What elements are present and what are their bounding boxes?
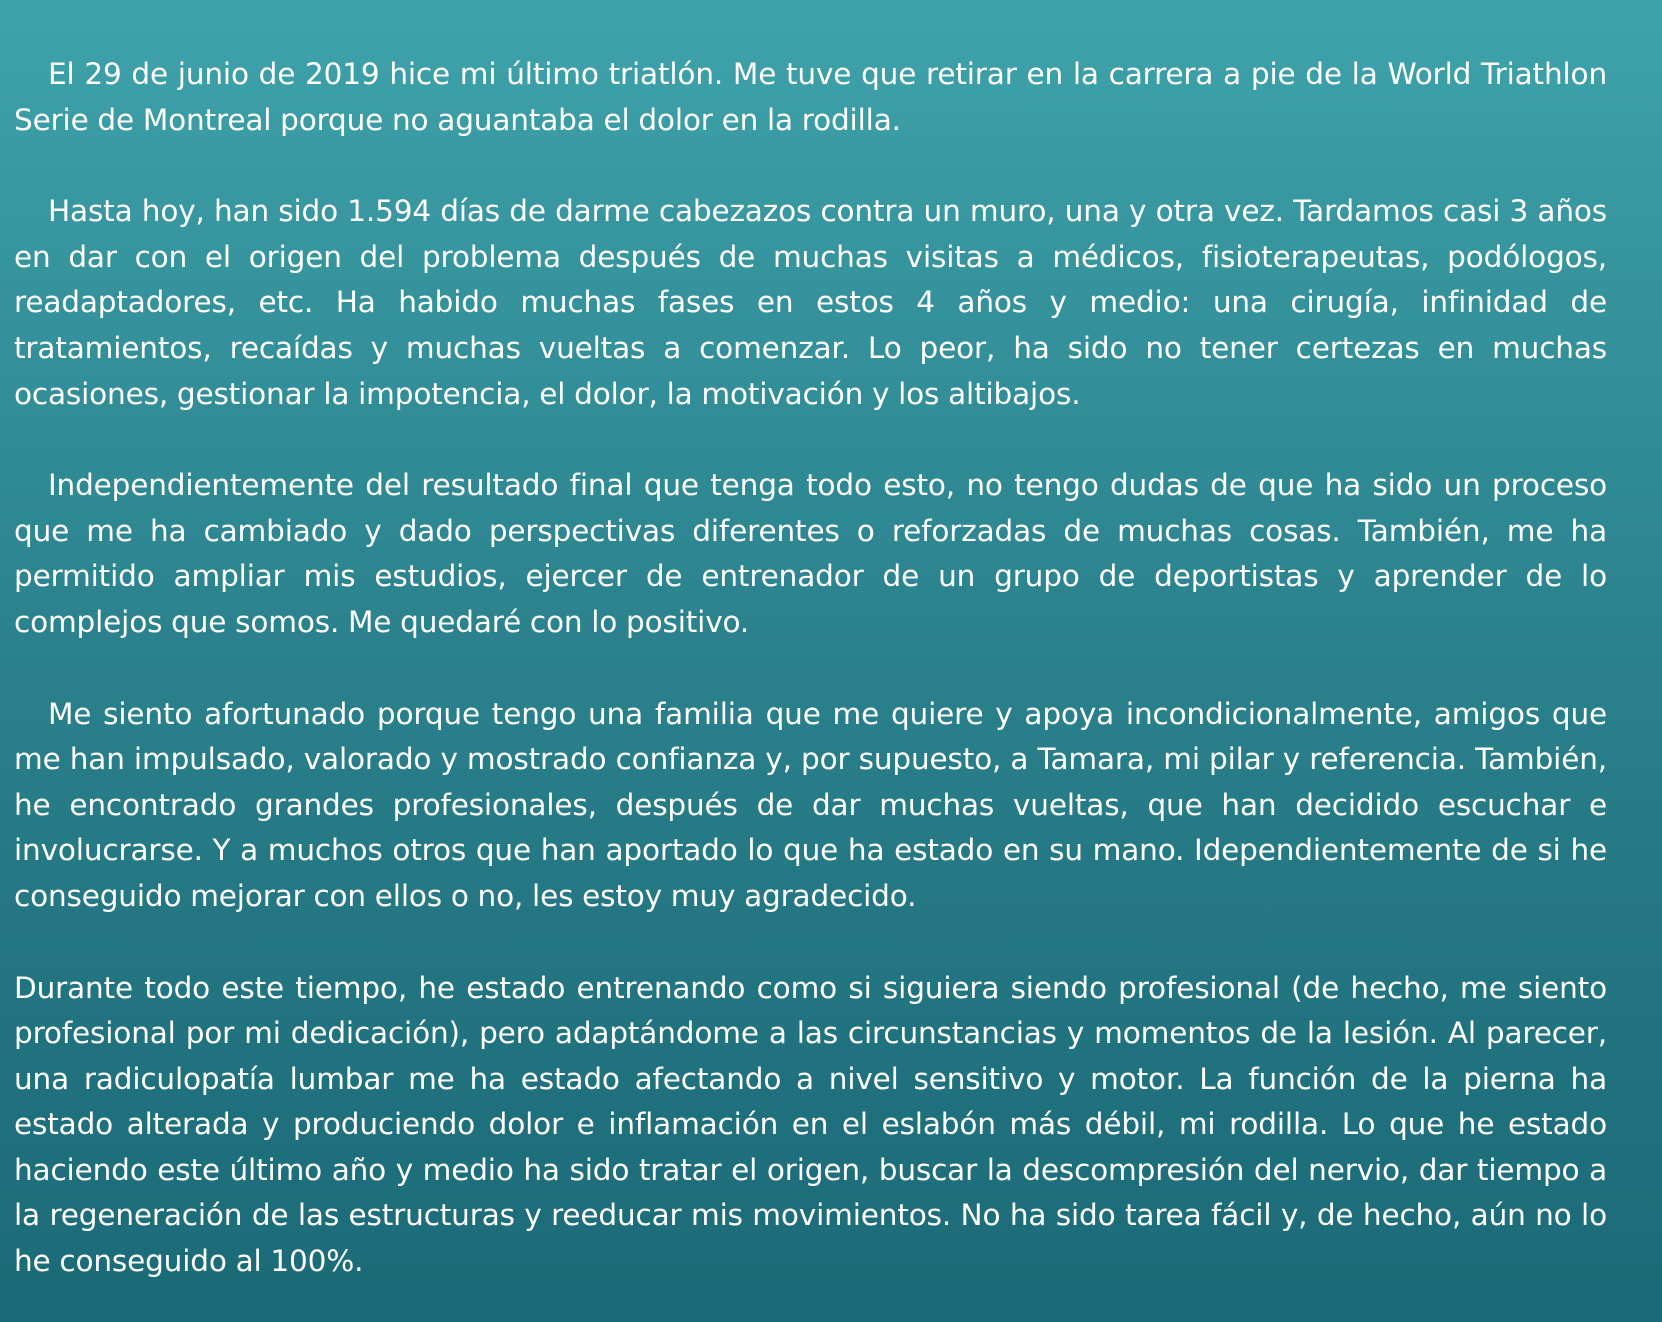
paragraph-last-triathlon: El 29 de junio de 2019 hice mi último triatlón. Me tuve que retirar en la carrera a pie de la World Triathlon Serie de Montreal porque no aguantaba el dolor en la rodilla. — [14, 57, 1607, 137]
paragraph-gratitude: Me siento afortunado porque tengo una familia que me quiere y apoya incondicionalmente, amigos que me han impulsado, valorado y mostrado confianza y, por supuesto, a Tamara, mi pilar y referencia. También, he encontrado grandes profesionales, después de dar muchas vueltas, que han decidido escuchar e involucrarse. Y a muchos otros que han aportado lo que ha estado en su mano. Idependientemente de si he conseguido mejorar con ellos o no, les estoy muy agradecido. — [14, 696, 1607, 913]
paragraph-injury-history: Hasta hoy, han sido 1.594 días de darme cabezazos contra un muro, una y otra vez. Tardamos casi 3 años en dar con el origen del problema después de muchas visitas a médicos, fisioterapeutas, podólogos, readaptadores, etc. Ha habido muchas fases en estos 4 años y medio: una cirugía, infinidad de tratamientos, recaídas y muchas vueltas a comenzar. Lo peor, ha sido no tener certezas en muchas ocasiones, gestionar la impotencia, el dolor, la motivación y los altibajos. — [14, 194, 1607, 411]
paragraph-perspective: Independientemente del resultado final que tenga todo esto, no tengo dudas de que ha sido un proceso que me ha cambiado y dado perspectivas diferentes o reforzadas de muchas cosas. También, me ha permitido ampliar mis estudios, ejercer de entrenador de un grupo de deportistas y aprender de lo complejos que somos. Me quedaré con lo positivo. — [14, 468, 1607, 639]
paragraph-training-recovery: Durante todo este tiempo, he estado entrenando como si siguiera siendo profesional (de hecho, me siento profesional por mi dedicación), pero adaptándome a las circunstancias y momentos de la lesión. Al parecer, una radiculopatía lumbar me ha estado afectando a nivel sensitivo y motor. La función de la pierna ha estado alterada y produciendo dolor e inflamación en el eslabón más débil, mi rodilla. Lo que he estado haciendo este último año y medio ha sido tratar el origen, buscar la descompresión del nervio, dar tiempo a la regeneración de las estructuras y reeducar mis movimientos. No ha sido tarea fácil y, de hecho, aún no lo he conseguido al 100%. — [14, 970, 1607, 1279]
